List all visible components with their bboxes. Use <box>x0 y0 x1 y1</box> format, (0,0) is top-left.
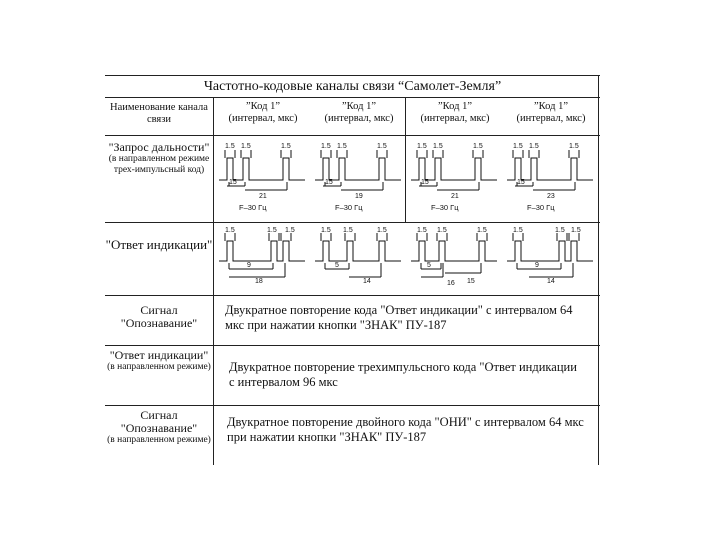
frequency-label: F–30 Гц <box>335 203 363 212</box>
interval-label: 1.5 <box>337 143 347 150</box>
pulse-diagram <box>505 138 597 218</box>
header-code-label: ”Код 1” <box>342 101 376 112</box>
row-label-text: "Ответ индикации" <box>105 237 213 252</box>
interval-label: 19 <box>355 193 363 200</box>
interval-label: 1.5 <box>225 143 235 150</box>
pulse-diagram <box>505 225 597 291</box>
interval-label: 1.5 <box>281 143 291 150</box>
interval-label: 1.5 <box>377 143 387 150</box>
header-code-unit: (интервал, мкс) <box>324 113 394 124</box>
interval-label: 15 <box>517 179 525 186</box>
row-label-text: "Запрос дальности" <box>108 140 210 154</box>
pulse-diagram <box>313 138 405 218</box>
signal-table <box>105 75 600 465</box>
row-description: Двукратное повторение двойного кода "ОНИ" с интервалом 64 мкс при нажатии кнопки "ЗНАК" ПУ-187 <box>227 415 584 444</box>
header-code-label: ”Код 1” <box>534 101 568 112</box>
row-label-text: Сигнал "Опознавание" <box>120 408 198 435</box>
divider <box>105 345 600 346</box>
header-code-unit: (интервал, мкс) <box>420 113 490 124</box>
row-label-directed-identification <box>105 409 213 446</box>
header-code-unit: (интервал, мкс) <box>228 113 298 124</box>
divider <box>105 135 600 136</box>
header-code-label: ”Код 1” <box>438 101 472 112</box>
header-code-3 <box>407 101 503 125</box>
row-label-range-request <box>105 141 213 176</box>
interval-label: 1.5 <box>285 227 295 234</box>
table-title: Частотно-кодовые каналы связи “Самолет-Земля” <box>105 75 600 98</box>
interval-label: 1.5 <box>417 143 427 150</box>
divider <box>105 97 600 98</box>
frequency-label: F–30 Гц <box>527 203 555 212</box>
row-label-directed-indication <box>105 349 213 373</box>
header-code-2 <box>311 101 407 125</box>
interval-label: 1.5 <box>225 227 235 234</box>
interval-label: 1.5 <box>241 143 251 150</box>
interval-label: 1.5 <box>529 143 539 150</box>
row-label-note: (в направленном режиме) <box>107 435 211 445</box>
interval-label: 1.5 <box>417 227 427 234</box>
interval-label: 16 <box>447 280 455 287</box>
interval-label: 1.5 <box>571 227 581 234</box>
header-code-1 <box>215 101 311 125</box>
frequency-label: F–30 Гц <box>239 203 267 212</box>
row-label-identification <box>105 304 213 330</box>
row-label-note: (в направленном режиме) <box>107 362 211 372</box>
interval-label: 1.5 <box>343 227 353 234</box>
interval-label: 5 <box>335 262 339 269</box>
interval-label: 14 <box>547 278 555 285</box>
interval-label: 1.5 <box>321 227 331 234</box>
interval-label: 15 <box>467 278 475 285</box>
row-label-indication-reply <box>105 238 213 251</box>
interval-label: 9 <box>535 262 539 269</box>
pulse-diagram <box>409 138 501 218</box>
header-channel-name: Наименование канала связи <box>110 102 208 125</box>
divider <box>213 97 214 465</box>
interval-label: 1.5 <box>477 227 487 234</box>
pulse-diagram <box>217 225 309 291</box>
interval-label: 14 <box>363 278 371 285</box>
row-label-text: Сигнал "Опознавание" <box>120 303 198 330</box>
interval-label: 1.5 <box>321 143 331 150</box>
header-code-4 <box>503 101 599 125</box>
row-label-note: (в направленном режиме трех-импульсный код) <box>108 154 210 175</box>
interval-label: 1.5 <box>437 227 447 234</box>
interval-label: 15 <box>229 179 237 186</box>
interval-label: 23 <box>547 193 555 200</box>
row-description: Двукратное повторение кода "Ответ индикации" с интервалом 64 мкс при нажатии кнопки "ЗНАК" ПУ-187 <box>225 303 573 332</box>
pulse-diagram <box>217 138 309 218</box>
interval-label: 1.5 <box>377 227 387 234</box>
interval-label: 21 <box>259 193 267 200</box>
pulse-diagram <box>409 225 501 291</box>
interval-label: 1.5 <box>513 227 523 234</box>
interval-label: 18 <box>255 278 263 285</box>
interval-label: 1.5 <box>433 143 443 150</box>
divider <box>105 295 600 296</box>
row-label-text: "Ответ индикации" <box>109 348 209 362</box>
interval-label: 21 <box>451 193 459 200</box>
interval-label: 1.5 <box>569 143 579 150</box>
interval-label: 5 <box>427 262 431 269</box>
row-description: Двукратное повторение трехимпульсного кода "Ответ индикации с интервалом 96 мкс <box>229 360 577 389</box>
divider <box>598 75 599 465</box>
divider <box>105 222 600 223</box>
interval-label: 15 <box>325 179 333 186</box>
interval-label: 1.5 <box>267 227 277 234</box>
interval-label: 1.5 <box>473 143 483 150</box>
interval-label: 1.5 <box>513 143 523 150</box>
header-code-unit: (интервал, мкс) <box>516 113 586 124</box>
frequency-label: F–30 Гц <box>431 203 459 212</box>
interval-label: 15 <box>421 179 429 186</box>
pulse-diagram <box>313 225 405 291</box>
header-code-label: ”Код 1” <box>246 101 280 112</box>
interval-label: 9 <box>247 262 251 269</box>
divider <box>105 405 600 406</box>
interval-label: 1.5 <box>555 227 565 234</box>
